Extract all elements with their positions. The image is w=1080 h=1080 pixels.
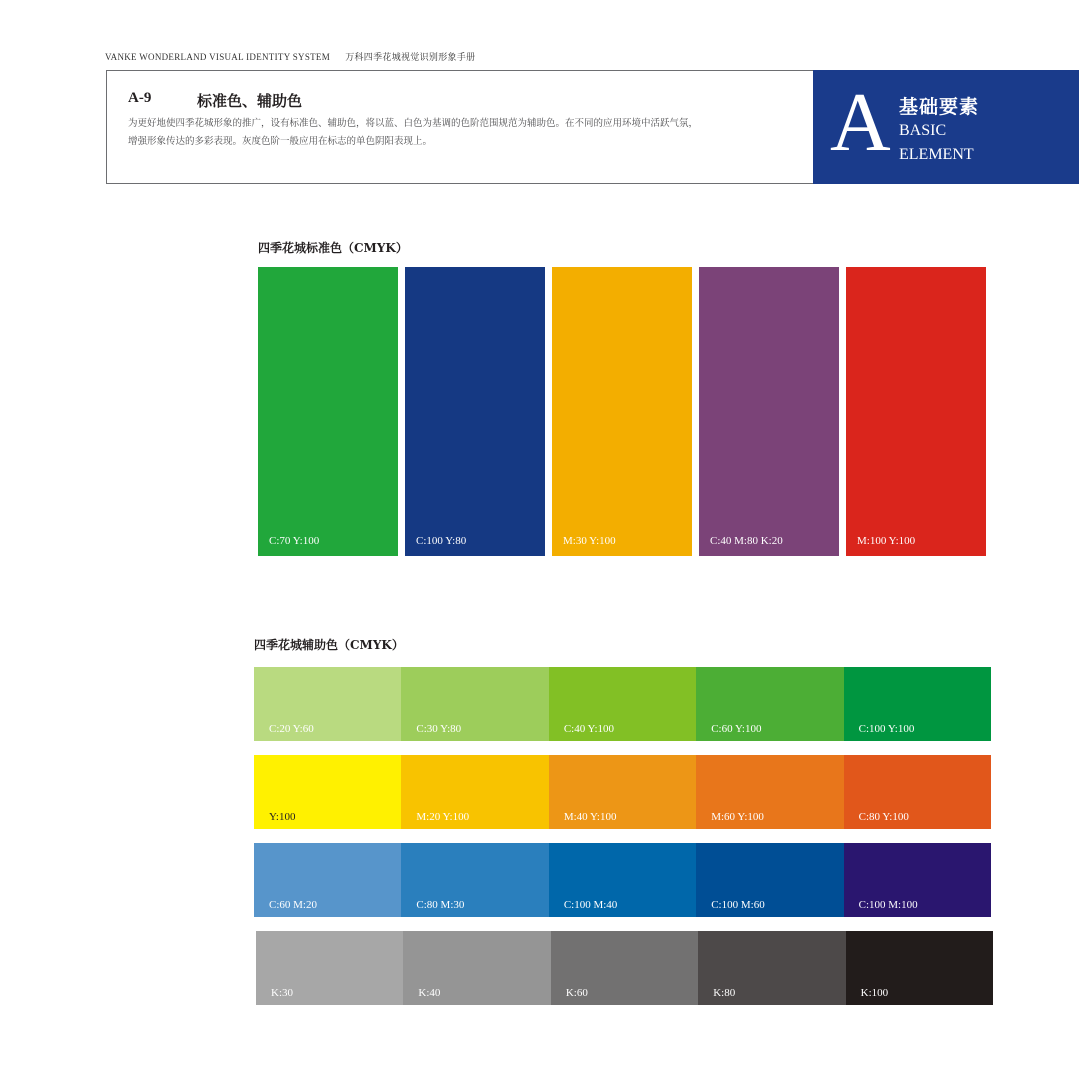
auxiliary-swatch: [254, 667, 401, 741]
auxiliary-swatch: [549, 667, 696, 741]
swatch-label: C:30 Y:80: [416, 723, 462, 735]
swatch-label: M:60 Y:100: [711, 811, 764, 823]
standard-colors-title: 四季花城标准色（CMYK）: [258, 241, 408, 255]
auxiliary-swatch: [549, 843, 696, 917]
auxiliary-swatch: [401, 667, 548, 741]
auxiliary-swatch: [403, 931, 550, 1005]
auxiliary-swatch: [549, 755, 696, 829]
running-header: [105, 50, 475, 63]
swatch-label: C:100 M:100: [858, 899, 918, 911]
chapter-letter: A: [830, 76, 891, 169]
swatch-label: C:60 M:20: [269, 899, 317, 911]
auxiliary-swatch: [551, 931, 698, 1005]
auxiliary-swatch: [844, 667, 991, 741]
auxiliary-row-blue: [254, 843, 991, 917]
standard-swatch: [405, 267, 545, 556]
chapter-title-english-line: BASIC: [899, 122, 947, 139]
swatch-label: K:60: [565, 987, 588, 999]
swatch-label: Y:100: [269, 811, 296, 823]
swatch-label: C:40 M:80 K:20: [710, 535, 783, 547]
auxiliary-swatch: [844, 843, 991, 917]
section-description-line: 为更好地使四季花城形象的推广，设有标准色、辅助色，将以蓝、白色为基调的色阶范围规范为辅助色。在不同的应用环境中活跃气氛，: [128, 118, 699, 129]
swatch-label: C:80 M:30: [416, 899, 465, 911]
auxiliary-swatch: [696, 667, 843, 741]
auxiliary-swatch: [401, 755, 548, 829]
swatch-label: C:40 Y:100: [563, 723, 615, 735]
swatch-label: C:100 Y:80: [416, 535, 467, 547]
auxiliary-swatch: [254, 755, 401, 829]
swatch-label: M:40 Y:100: [563, 811, 617, 823]
section-number: A-9: [128, 90, 152, 106]
standard-swatch: [552, 267, 692, 556]
auxiliary-swatch: [696, 843, 843, 917]
swatch-label: M:30 Y:100: [563, 535, 616, 547]
chapter-title-english: [899, 119, 974, 167]
swatch-label: C:100 M:40: [563, 899, 618, 911]
section-description: [128, 115, 798, 151]
swatch-label: M:100 Y:100: [857, 535, 916, 547]
auxiliary-swatch: [846, 931, 993, 1005]
section-title: 标准色、辅助色: [197, 92, 303, 110]
swatch-label: C:20 Y:60: [269, 723, 314, 735]
swatch-label: C:100 M:60: [711, 899, 765, 911]
swatch-label: C:100 Y:100: [858, 723, 915, 735]
chapter-title-english-line: ELEMENT: [899, 146, 974, 163]
swatch-label: K:40: [418, 987, 441, 999]
swatch-label: K:30: [271, 987, 293, 999]
chapter-title-chinese: 基础要素: [899, 96, 980, 118]
auxiliary-swatch: [401, 843, 548, 917]
standard-swatch: [699, 267, 839, 556]
auxiliary-swatch: [698, 931, 845, 1005]
auxiliary-swatch: [254, 843, 401, 917]
auxiliary-colors-title: 四季花城辅助色（CMYK）: [254, 638, 404, 652]
standard-swatch: [846, 267, 986, 556]
swatch-label: C:70 Y:100: [269, 535, 320, 547]
swatch-label: K:80: [713, 987, 736, 999]
auxiliary-row-gray: [256, 931, 993, 1005]
section-description-line: 增强形象传达的多彩表现。灰度色阶一般应用在标志的单色阴阳表现上。: [128, 136, 433, 147]
auxiliary-row-yellow: [254, 755, 991, 829]
swatch-label: C:60 Y:100: [711, 723, 762, 735]
auxiliary-swatch: [256, 931, 403, 1005]
auxiliary-swatch: [844, 755, 991, 829]
auxiliary-row-green: [254, 667, 991, 741]
swatch-label: M:20 Y:100: [416, 811, 470, 823]
running-header-chinese: 万科四季花城视觉识别形象手册: [345, 53, 476, 63]
running-header-english: VANKE WONDERLAND VISUAL IDENTITY SYSTEM: [105, 52, 331, 62]
swatch-label: K:100: [860, 987, 889, 999]
auxiliary-swatch: [696, 755, 843, 829]
standard-swatch: [258, 267, 398, 556]
swatch-label: C:80 Y:100: [858, 811, 909, 823]
